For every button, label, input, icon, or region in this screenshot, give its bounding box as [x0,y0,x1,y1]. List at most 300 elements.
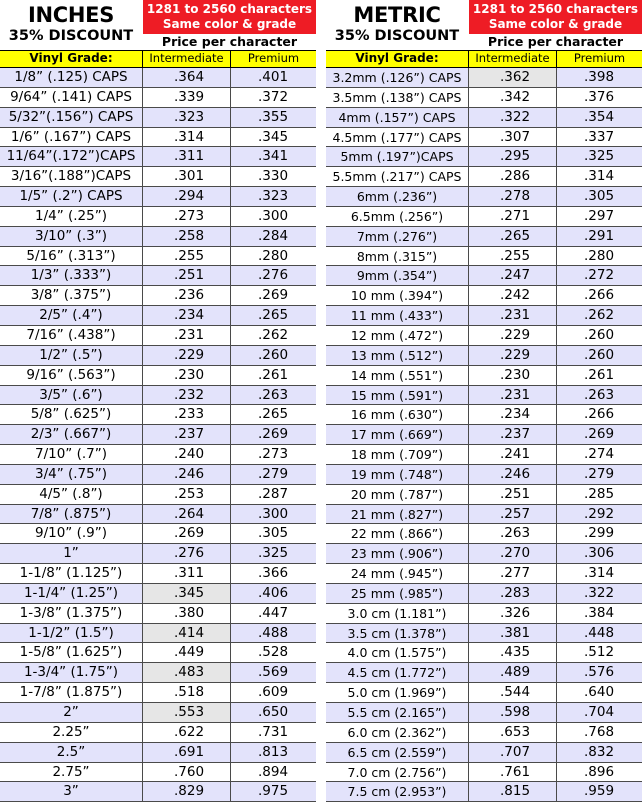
premium-price-cell: .398 [584,69,615,85]
premium-price-cell: .297 [584,207,615,224]
table-row [326,207,642,227]
premium-price-cell: .323 [258,188,289,205]
intermediate-price-cell: .237 [469,425,557,444]
size-cell: 9/64” (.141) CAPS [0,88,143,107]
table-row [0,147,316,167]
premium-price-cell: .959 [584,783,615,800]
table-row [0,227,316,247]
intermediate-price-cell: .707 [469,743,557,762]
size-cell: 23 mm (.906”) [326,544,469,563]
table-row [326,465,642,485]
table-row [0,723,316,743]
intermediate-price-cell: .294 [143,187,231,206]
size-cell: 21 mm (.827”) [326,505,469,524]
size-cell: 4.5 cm (1.772”) [326,663,469,682]
metric-header [326,0,642,50]
intermediate-price-cell: .598 [469,703,557,722]
intermediate-price-cell: .483 [143,663,231,682]
metric-range-line1: 1281 to 2560 characters [472,2,639,16]
intermediate-price-cell: .414 [143,624,231,643]
intermediate-price-cell: .273 [143,207,231,226]
premium-price-cell: .287 [258,485,289,502]
intermediate-price-cell: .263 [469,524,557,543]
size-cell: 5mm (.197”)CAPS [326,147,469,166]
intermediate-price-cell: .237 [143,425,231,444]
metric-price-table [326,68,642,802]
metric-vinyl-grade-label: Vinyl Grade: [326,51,469,67]
size-cell: 3/16”(.188”)CAPS [0,167,143,186]
table-row [0,88,316,108]
intermediate-price-cell: .622 [143,723,231,742]
table-row [326,524,642,544]
size-cell: 1/6” (.167”) CAPS [0,128,143,147]
size-cell: 1/5” (.2”) CAPS [0,187,143,206]
table-row [0,564,316,584]
intermediate-price-cell: .381 [469,624,557,643]
table-row [326,187,642,207]
size-cell: 7/10” (.7”) [0,445,143,464]
intermediate-price-cell: .257 [469,505,557,524]
premium-price-cell: .292 [584,505,615,522]
premium-price-cell: .704 [584,704,615,720]
size-cell: 1/3” (.333”) [0,266,143,285]
premium-price-cell: .813 [258,743,289,760]
inches-title: INCHES [27,3,115,27]
table-row [326,167,642,187]
premium-price-cell: .314 [584,168,615,185]
premium-price-cell: .269 [258,287,289,304]
size-cell: 17 mm (.669”) [326,425,469,444]
table-row [0,366,316,386]
premium-price-cell: .488 [258,624,289,641]
size-cell: 14 mm (.551”) [326,366,469,385]
metric-discount: 35% DISCOUNT [334,28,460,44]
intermediate-price-cell: .229 [469,326,557,345]
intermediate-price-cell: .311 [143,564,231,583]
size-cell: 1-3/8” (1.375”) [0,604,143,623]
metric-title: METRIC [353,3,441,27]
metric-premium-header: Premium [557,51,642,67]
premium-price-cell: .975 [258,783,289,800]
metric-column-header [326,50,642,68]
intermediate-price-cell: .270 [469,544,557,563]
size-cell: 20 mm (.787”) [326,485,469,504]
size-cell: 2.75” [0,763,143,782]
intermediate-price-cell: .230 [469,366,557,385]
table-row [326,108,642,128]
premium-price-cell: .279 [258,465,289,482]
inches-panel [0,0,316,808]
intermediate-price-cell: .251 [469,485,557,504]
table-row [0,187,316,207]
inches-price-per-label: Price per character [161,34,298,49]
table-row [326,247,642,267]
size-cell: 5.0 cm (1.969”) [326,683,469,702]
intermediate-price-cell: .301 [143,167,231,186]
intermediate-price-cell: .236 [143,286,231,305]
intermediate-price-cell: .276 [143,544,231,563]
size-cell: 6.0 cm (2.362”) [326,723,469,742]
inches-range-line1: 1281 to 2560 characters [146,2,313,16]
table-row [326,128,642,148]
intermediate-price-cell: .277 [469,564,557,583]
intermediate-price-cell: .232 [143,386,231,405]
premium-price-cell: .384 [584,604,615,621]
premium-price-cell: .276 [258,267,289,284]
table-row [326,306,642,326]
premium-price-cell: .325 [258,545,289,562]
intermediate-price-cell: .307 [469,128,557,147]
size-cell: 5.5 cm (2.165”) [326,703,469,722]
intermediate-price-cell: .271 [469,207,557,226]
premium-price-cell: .284 [258,227,289,244]
table-row [326,326,642,346]
table-row [326,683,642,703]
size-cell: 19 mm (.748”) [326,465,469,484]
premium-price-cell: .322 [584,584,615,601]
intermediate-price-cell: .362 [469,68,557,87]
intermediate-price-cell: .323 [143,108,231,127]
premium-price-cell: .306 [584,545,615,562]
size-cell: 4.0 cm (1.575”) [326,643,469,662]
size-cell: 5/8” (.625”) [0,405,143,424]
premium-price-cell: .372 [258,88,289,105]
intermediate-price-cell: .231 [469,386,557,405]
premium-price-cell: .894 [258,763,289,780]
size-cell: 3/4” (.75”) [0,465,143,484]
size-cell: 24 mm (.945”) [326,564,469,583]
premium-price-cell: .305 [584,188,615,205]
premium-price-cell: .291 [584,227,615,244]
premium-price-cell: .265 [258,307,289,324]
table-row [326,366,642,386]
intermediate-price-cell: .761 [469,763,557,782]
intermediate-price-cell: .229 [143,346,231,365]
premium-price-cell: .299 [584,525,615,542]
table-row [0,465,316,485]
premium-price-cell: .261 [584,366,615,383]
premium-price-cell: .337 [584,128,615,145]
size-cell: 2/5” (.4”) [0,306,143,325]
table-row [0,386,316,406]
premium-price-cell: .300 [258,207,289,224]
size-cell: 1/8” (.125) CAPS [0,68,143,87]
metric-range-banner [469,0,642,34]
table-row [0,68,316,88]
table-row [0,782,316,802]
premium-price-cell: .448 [584,624,615,641]
intermediate-price-cell: .691 [143,743,231,762]
table-row [326,405,642,425]
premium-price-cell: .731 [258,723,289,740]
inches-premium-header: Premium [231,51,316,67]
size-cell: 1-1/2” (1.5”) [0,624,143,643]
intermediate-price-cell: .255 [469,247,557,266]
size-cell: 9mm (.354”) [326,266,469,285]
table-row [0,346,316,366]
intermediate-price-cell: .265 [469,227,557,246]
table-row [326,286,642,306]
premium-price-cell: .305 [258,525,289,542]
premium-price-cell: .341 [258,148,289,165]
table-row [326,743,642,763]
size-cell: 7mm (.276”) [326,227,469,246]
metric-intermediate-header: Intermediate [469,51,557,67]
inches-intermediate-header: Intermediate [143,51,231,67]
premium-price-cell: .406 [258,584,289,601]
intermediate-price-cell: .380 [143,604,231,623]
metric-range-line2: Same color & grade [488,17,623,31]
intermediate-price-cell: .251 [143,266,231,285]
premium-price-cell: .280 [258,247,289,264]
premium-price-cell: .273 [258,446,289,463]
metric-title-block [326,0,468,50]
table-row [326,425,642,445]
intermediate-price-cell: .229 [469,346,557,365]
table-row [0,128,316,148]
intermediate-price-cell: .815 [469,782,557,801]
table-row [326,544,642,564]
size-cell: 2” [0,703,143,722]
premium-price-cell: .896 [584,763,615,780]
table-row [0,683,316,703]
premium-price-cell: .265 [258,406,289,423]
table-row [0,485,316,505]
table-row [0,167,316,187]
premium-price-cell: .266 [584,287,615,304]
intermediate-price-cell: .278 [469,187,557,206]
table-row [326,584,642,604]
size-cell: 25 mm (.985”) [326,584,469,603]
table-row [326,266,642,286]
premium-price-cell: .266 [584,406,615,423]
intermediate-price-cell: .322 [469,108,557,127]
premium-price-cell: .768 [584,723,615,740]
intermediate-price-cell: .242 [469,286,557,305]
intermediate-price-cell: .255 [143,247,231,266]
premium-price-cell: .447 [258,604,289,621]
table-row [0,544,316,564]
table-row [0,207,316,227]
table-row [326,505,642,525]
table-row [0,425,316,445]
premium-price-cell: .279 [584,465,615,482]
premium-price-cell: .569 [258,664,289,681]
intermediate-price-cell: .269 [143,524,231,543]
size-cell: 13 mm (.512”) [326,346,469,365]
premium-price-cell: .314 [584,565,615,582]
size-cell: 1-1/8” (1.125”) [0,564,143,583]
table-row [326,763,642,783]
table-row [0,266,316,286]
inches-header [0,0,316,50]
size-cell: 1-5/8” (1.625”) [0,643,143,662]
intermediate-price-cell: .234 [469,405,557,424]
table-row [0,584,316,604]
intermediate-price-cell: .295 [469,147,557,166]
intermediate-price-cell: .231 [469,306,557,325]
intermediate-price-cell: .314 [143,128,231,147]
size-cell: 1/2” (.5”) [0,346,143,365]
premium-price-cell: .263 [584,386,615,403]
intermediate-price-cell: .653 [469,723,557,742]
size-cell: 3.5 cm (1.378”) [326,624,469,643]
intermediate-price-cell: .435 [469,643,557,662]
table-row [326,663,642,683]
premium-price-cell: .401 [258,69,289,85]
premium-price-cell: .274 [584,446,615,463]
table-row [326,68,642,88]
size-cell: 8mm (.315”) [326,247,469,266]
table-row [326,703,642,723]
size-cell: 9/10” (.9”) [0,524,143,543]
premium-price-cell: .269 [258,426,289,443]
size-cell: 5/32”(.156”) CAPS [0,108,143,127]
table-row [0,247,316,267]
intermediate-price-cell: .240 [143,445,231,464]
size-cell: 7.0 cm (2.756”) [326,763,469,782]
size-cell: 6mm (.236”) [326,187,469,206]
table-row [0,286,316,306]
inches-discount: 35% DISCOUNT [8,28,134,44]
premium-price-cell: .366 [258,565,289,582]
premium-price-cell: .528 [258,644,289,661]
intermediate-price-cell: .286 [469,167,557,186]
size-cell: 3/8” (.375”) [0,286,143,305]
size-cell: 7/16” (.438”) [0,326,143,345]
size-cell: 7/8” (.875”) [0,505,143,524]
size-cell: 7.5 cm (2.953”) [326,782,469,801]
intermediate-price-cell: .342 [469,88,557,107]
size-cell: 2.25” [0,723,143,742]
size-cell: 2.5” [0,743,143,762]
table-row [326,485,642,505]
size-cell: 1-3/4” (1.75”) [0,663,143,682]
size-cell: 1-1/4” (1.25”) [0,584,143,603]
table-row [0,604,316,624]
intermediate-price-cell: .231 [143,326,231,345]
premium-price-cell: .285 [584,485,615,502]
table-row [0,505,316,525]
size-cell: 1-7/8” (1.875”) [0,683,143,702]
size-cell: 5.5mm (.217”) CAPS [326,167,469,186]
intermediate-price-cell: .518 [143,683,231,702]
premium-price-cell: .260 [584,326,615,343]
inches-vinyl-grade-label: Vinyl Grade: [0,51,143,67]
table-row [0,624,316,644]
premium-price-cell: .330 [258,168,289,185]
premium-price-cell: .260 [584,346,615,363]
intermediate-price-cell: .489 [469,663,557,682]
premium-price-cell: .345 [258,128,289,145]
table-row [0,108,316,128]
size-cell: 11 mm (.433”) [326,306,469,325]
intermediate-price-cell: .264 [143,505,231,524]
intermediate-price-cell: .247 [469,266,557,285]
size-cell: 3/10” (.3”) [0,227,143,246]
premium-price-cell: .512 [584,644,615,661]
intermediate-price-cell: .339 [143,88,231,107]
inches-column-header [0,50,316,68]
premium-price-cell: .262 [584,307,615,324]
premium-price-cell: .376 [584,88,615,105]
metric-price-per-label: Price per character [487,34,624,49]
size-cell: 4.5mm (.177”) CAPS [326,128,469,147]
size-cell: 10 mm (.394”) [326,286,469,305]
premium-price-cell: .576 [584,664,615,681]
size-cell: 22 mm (.866”) [326,524,469,543]
table-row [0,306,316,326]
table-row [0,663,316,683]
premium-price-cell: .832 [584,743,615,760]
intermediate-price-cell: .326 [469,604,557,623]
table-row [0,743,316,763]
size-cell: 6.5 cm (2.559”) [326,743,469,762]
intermediate-price-cell: .241 [469,445,557,464]
intermediate-price-cell: .345 [143,584,231,603]
intermediate-price-cell: .449 [143,643,231,662]
premium-price-cell: .272 [584,267,615,284]
inches-range-line2: Same color & grade [162,17,297,31]
table-row [326,604,642,624]
premium-price-cell: .263 [258,386,289,403]
table-row [326,346,642,366]
size-cell: 4mm (.157”) CAPS [326,108,469,127]
intermediate-price-cell: .553 [143,703,231,722]
premium-price-cell: .325 [584,148,615,165]
size-cell: 2/3” (.667”) [0,425,143,444]
premium-price-cell: .300 [258,505,289,522]
table-row [326,723,642,743]
intermediate-price-cell: .253 [143,485,231,504]
size-cell: 1” [0,544,143,563]
table-row [326,782,642,802]
size-cell: 3.5mm (.138”) CAPS [326,88,469,107]
table-row [0,643,316,663]
size-cell: 15 mm (.591”) [326,386,469,405]
size-cell: 3.2mm (.126”) CAPS [326,68,469,87]
premium-price-cell: .260 [258,346,289,363]
table-row [326,386,642,406]
size-cell: 16 mm (.630”) [326,405,469,424]
premium-price-cell: .609 [258,684,289,701]
intermediate-price-cell: .246 [143,465,231,484]
size-cell: 4/5” (.8”) [0,485,143,504]
premium-price-cell: .262 [258,326,289,343]
intermediate-price-cell: .544 [469,683,557,702]
premium-price-cell: .280 [584,247,615,264]
intermediate-price-cell: .364 [143,68,231,87]
metric-panel [326,0,642,808]
premium-price-cell: .269 [584,426,615,443]
size-cell: 5/16” (.313”) [0,247,143,266]
table-row [326,227,642,247]
size-cell: 1/4” (.25”) [0,207,143,226]
intermediate-price-cell: .311 [143,147,231,166]
intermediate-price-cell: .246 [469,465,557,484]
size-cell: 18 mm (.709”) [326,445,469,464]
inches-title-block [0,0,142,50]
table-row [0,445,316,465]
size-cell: 9/16” (.563”) [0,366,143,385]
intermediate-price-cell: .233 [143,405,231,424]
table-row [326,88,642,108]
table-row [326,445,642,465]
table-row [0,405,316,425]
size-cell: 6.5mm (.256”) [326,207,469,226]
premium-price-cell: .354 [584,108,615,125]
intermediate-price-cell: .829 [143,782,231,801]
